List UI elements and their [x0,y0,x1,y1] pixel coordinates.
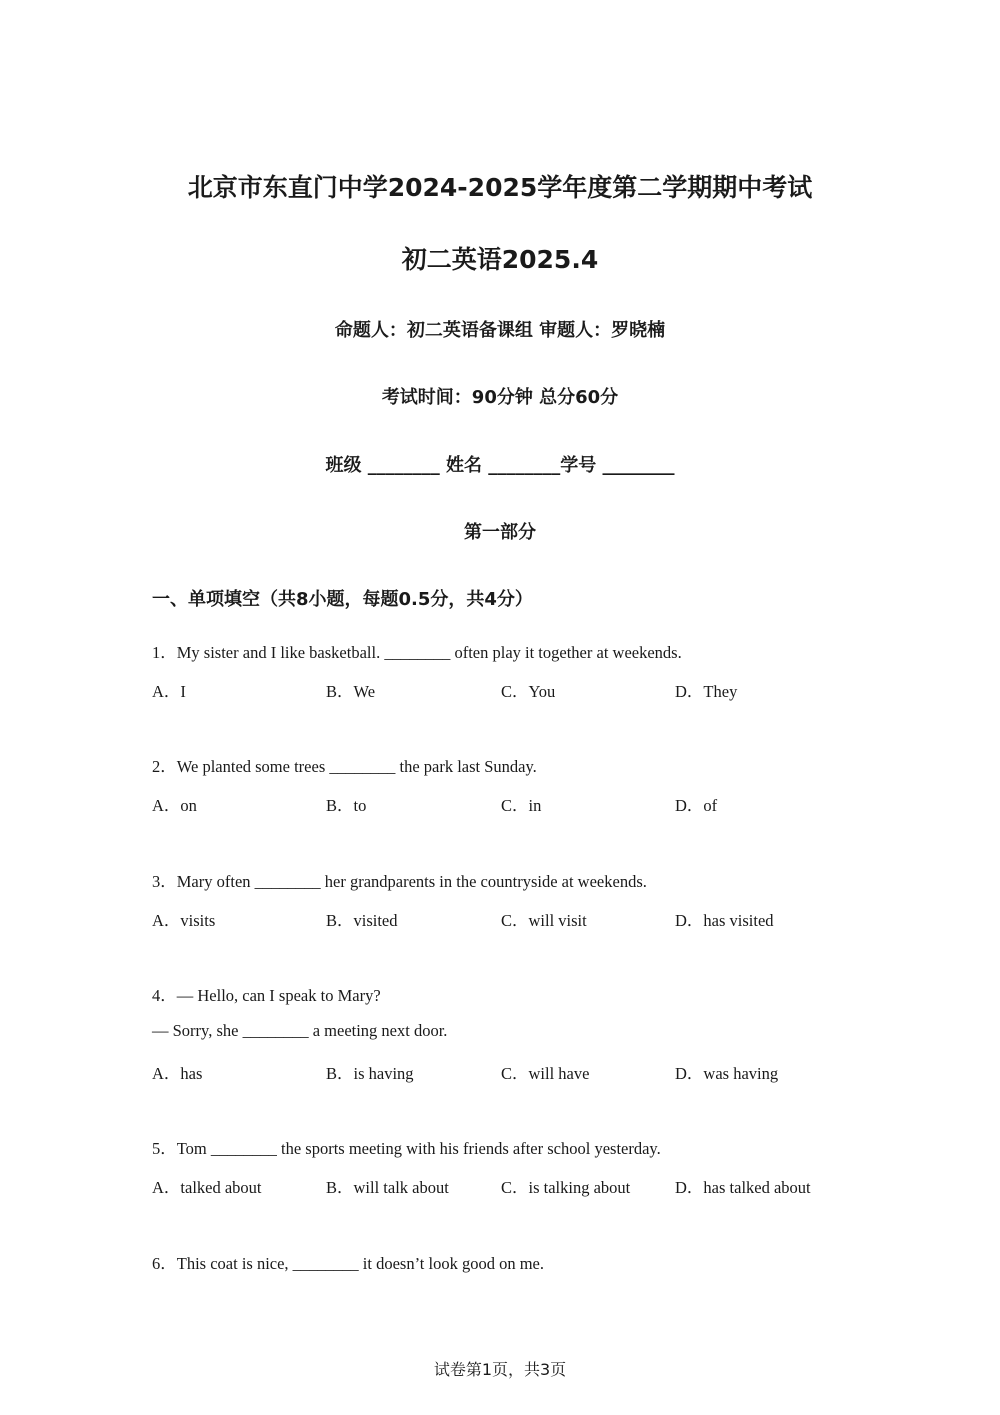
question-text: 4．— Hello, can I speak to Mary? [152,986,381,1005]
part-heading: 第一部分 [464,522,536,543]
exam-title: 北京市东直门中学2024-2025学年度第二学期期中考试 [187,173,813,202]
option-d: D．has talked about [675,1178,811,1197]
option-c: C．You [501,682,556,701]
option-c: C．will visit [501,911,587,930]
question-text: 5．Tom ________ the sports meeting with his friends after school yesterday. [152,1139,661,1158]
exam-subtitle: 初二英语2025.4 [401,245,599,274]
option-d: D．of [675,796,718,815]
option-b: B．visited [326,911,398,930]
option-a: A．I [152,682,186,701]
option-a: A．has [152,1064,203,1083]
page-footer: 试卷第1页，共3页 [433,1360,567,1379]
option-d: D．was having [675,1064,779,1083]
option-b: B．is having [326,1064,414,1083]
question-text: 2．We planted some trees ________ the park last Sunday. [152,757,537,776]
question-text: 6．This coat is nice, ________ it doesn’t look good on me. [152,1254,544,1273]
option-b: B．will talk about [326,1178,449,1197]
question-dialogue-line: — Sorry, she ________ a meeting next door. [152,1021,448,1040]
option-c: C．in [501,796,542,815]
option-a: A．visits [152,911,216,930]
student-info-line: 班级 ________ 姓名 ________学号 ________ [325,455,675,476]
option-d: D．They [675,682,738,701]
option-b: B．to [326,796,367,815]
option-c: C．will have [501,1064,590,1083]
option-a: A．on [152,796,197,815]
exam-info: 考试时间：90分钟 总分60分 [381,387,619,408]
option-d: D．has visited [675,911,774,930]
question-text: 1．My sister and I like basketball. ________ often play it together at weekends. [152,643,682,662]
section-heading: 一、单项填空（共8小题，每题0.5分，共4分） [152,589,533,610]
exam-authors: 命题人：初二英语备课组 审题人：罗晓楠 [334,320,666,341]
option-a: A．talked about [152,1178,262,1197]
option-b: B．We [326,682,376,701]
option-c: C．is talking about [501,1178,631,1197]
question-text: 3．Mary often ________ her grandparents in the countryside at weekends. [152,872,647,891]
